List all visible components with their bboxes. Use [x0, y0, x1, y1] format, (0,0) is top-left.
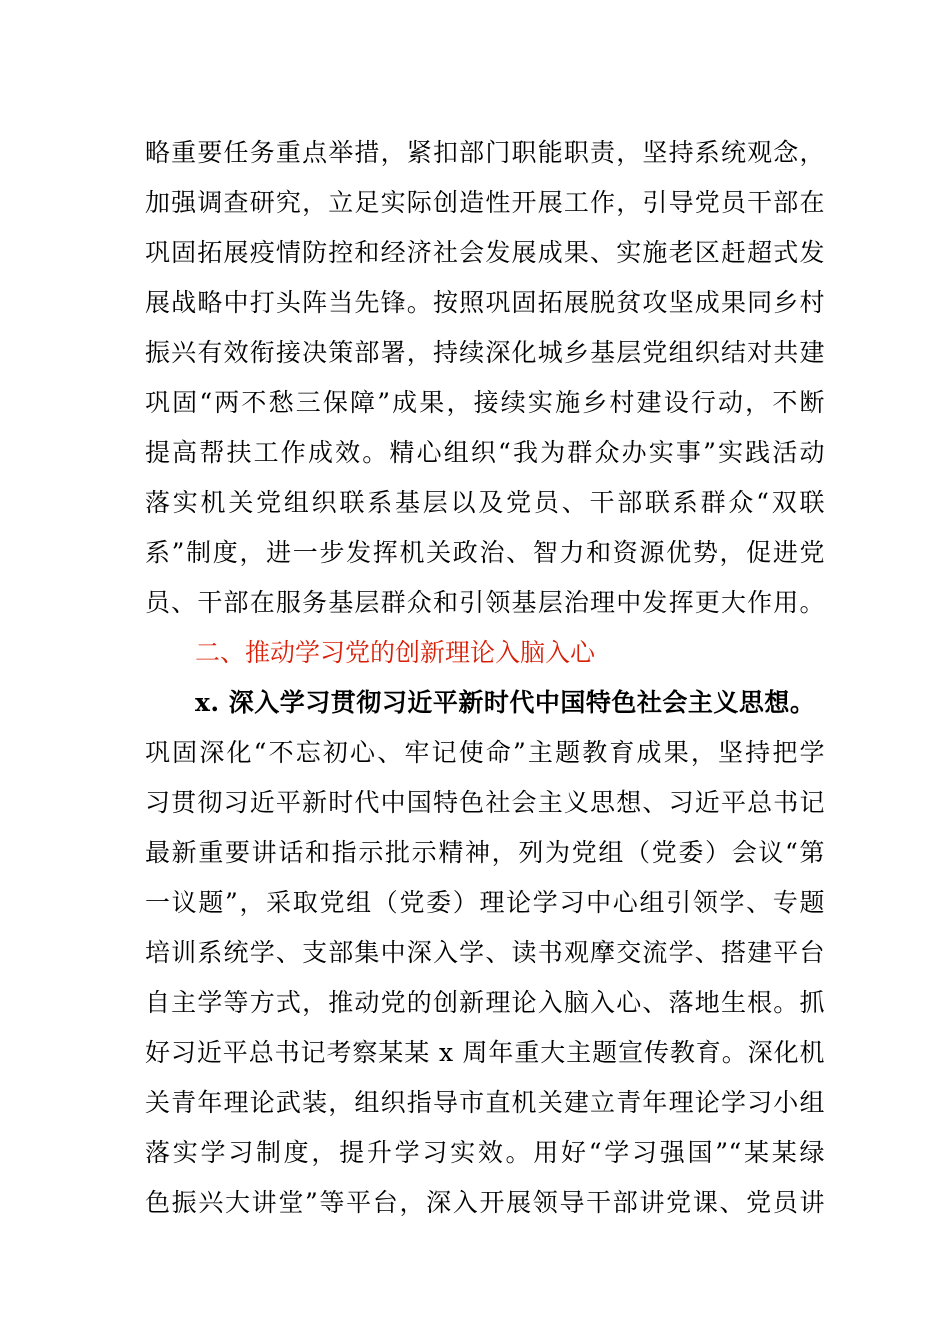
paragraph-line: 好习近平总书记考察某某 x 周年重大主题宣传教育。深化机: [145, 1038, 825, 1067]
paragraph-line: 系”制度，进一步发挥机关政治、智力和资源优势，促进党: [145, 538, 825, 567]
paragraph-line: 落实学习制度，提升学习实效。用好“学习强国”“某某绿: [145, 1138, 825, 1167]
paragraph-line: 振兴有效衔接决策部署，持续深化城乡基层党组织结对共建: [145, 338, 825, 367]
paragraph-line: 提高帮扶工作成效。精心组织“我为群众办实事”实践活动: [145, 438, 825, 467]
paragraph-line: 培训系统学、支部集中深入学、读书观摩交流学、搭建平台: [145, 938, 825, 967]
paragraph-line: 加强调查研究，立足实际创造性开展工作，引导党员干部在: [145, 188, 825, 217]
paragraph-line: 一议题”，采取党组（党委）理论学习中心组引领学、专题: [145, 888, 825, 917]
paragraph-line: 落实机关党组织联系基层以及党员、干部联系群众“双联: [145, 488, 825, 517]
paragraph-line: 最新重要讲话和指示批示精神，列为党组（党委）会议“第: [145, 838, 825, 867]
paragraph-line: 展战略中打头阵当先锋。按照巩固拓展脱贫攻坚成果同乡村: [145, 288, 825, 317]
paragraph-line: 自主学等方式，推动党的创新理论入脑入心、落地生根。抓: [145, 988, 825, 1017]
paragraph-line: 巩固“两不愁三保障”成果，接续实施乡村建设行动，不断: [145, 388, 825, 417]
paragraph-line: 略重要任务重点举措，紧扣部门职能职责，坚持系统观念，: [145, 138, 825, 167]
subsection-heading: x. 深入学习贯彻习近平新时代中国特色社会主义思想。: [195, 688, 816, 717]
paragraph-line: 色振兴大讲堂”等平台，深入开展领导干部讲党课、党员讲: [145, 1188, 825, 1217]
paragraph-line: 关青年理论武装，组织指导市直机关建立青年理论学习小组: [145, 1088, 825, 1117]
paragraph-line: 员、干部在服务基层群众和引领基层治理中发挥更大作用。: [145, 588, 825, 617]
paragraph-line: 习贯彻习近平新时代中国特色社会主义思想、习近平总书记: [145, 788, 825, 817]
section-heading: 二、推动学习党的创新理论入脑入心: [195, 638, 596, 667]
paragraph-line: 巩固拓展疫情防控和经济社会发展成果、实施老区赶超式发: [145, 238, 825, 267]
paragraph-line: 巩固深化“不忘初心、牢记使命”主题教育成果，坚持把学: [145, 738, 825, 767]
